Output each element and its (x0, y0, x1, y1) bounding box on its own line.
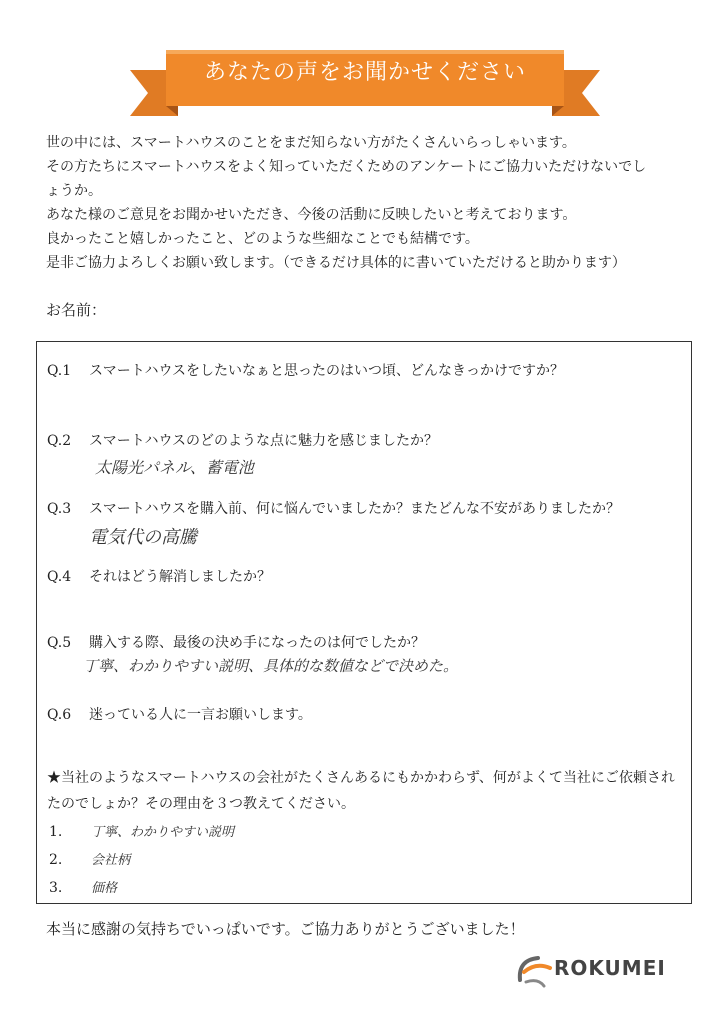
intro-line: 良かったこと嬉しかったこと、どのような些細なことでも結構です。 (46, 231, 479, 247)
questionnaire-box (36, 341, 692, 904)
reason-number: 3. (49, 880, 63, 896)
logo-mark-icon (514, 950, 554, 990)
intro-line: あなた様のご意見をお聞かせいただき、今後の活動に反映したいと考えております。 (46, 207, 577, 223)
question-text: 購入する際、最後の決め手になったのは何でしたか？ (89, 635, 425, 651)
question-3 (47, 498, 620, 518)
reason-answer: 価格 (91, 881, 118, 896)
intro-line: ょうか。 (46, 183, 102, 199)
reason-number: 1. (49, 824, 63, 840)
question-text: スマートハウスのどのような点に魅力を感じましたか？ (89, 433, 439, 449)
title-banner (130, 38, 600, 120)
intro-line: その方たちにスマートハウスをよく知っていただくためのアンケートにご協力いただけないでし (46, 159, 647, 175)
page-title: あなたの声をお聞かせください (203, 60, 526, 85)
intro-line: 是非ご協力よろしくお願い致します。（できるだけ具体的に書いていただけると助かります） (46, 255, 626, 271)
reason-answer: 丁寧、わかりやすい説明 (91, 825, 235, 840)
answer-5: 丁寧、わかりやすい説明、具体的な数値などで決めた。 (83, 657, 459, 675)
intro-text (46, 131, 686, 275)
company-logo (514, 950, 684, 990)
logo-text: ROKUMEI (554, 956, 666, 980)
question-5 (47, 632, 425, 652)
question-1 (47, 360, 564, 380)
reason-question: ★当社のようなスマートハウスの会社がたくさんあるにもかかわらず、何がよくて当社にご依頼されたのでしょか？その理由を３つ教えてください。 (47, 770, 675, 812)
question-text: それはどう解消しましたか？ (89, 569, 271, 585)
reason-number: 2. (49, 852, 63, 868)
question-number: Q.2 (47, 433, 72, 449)
question-text: 迷っている人に一言お願いします。 (89, 707, 312, 723)
reason-answer: 会社柄 (91, 853, 131, 868)
reason-1 (49, 824, 235, 840)
question-2 (47, 430, 438, 450)
question-6 (47, 704, 312, 724)
name-label: お名前： (46, 301, 107, 319)
question-text: スマートハウスをしたいなぁと思ったのはいつ頃、どんなきっかけですか？ (89, 363, 565, 379)
question-number: Q.3 (47, 501, 72, 517)
answer-3: 電気代の高騰 (89, 527, 197, 548)
intro-line: 世の中には、スマートハウスのことをまだ知らない方がたくさんいらっしゃいます。 (46, 135, 576, 151)
reason-3 (49, 880, 118, 896)
question-4 (47, 566, 271, 586)
question-number: Q.6 (47, 707, 72, 723)
question-text: スマートハウスを購入前、何に悩んでいましたか？またどんな不安がありましたか？ (89, 501, 621, 517)
reason-2 (49, 852, 131, 868)
answer-2: 太陽光パネル、蓄電池 (95, 458, 254, 477)
question-number: Q.4 (47, 569, 72, 585)
question-number: Q.1 (47, 363, 72, 379)
question-number: Q.5 (47, 635, 72, 651)
thanks-message: 本当に感謝の気持ちでいっぱいです。ご協力ありがとうございました！ (46, 920, 525, 938)
